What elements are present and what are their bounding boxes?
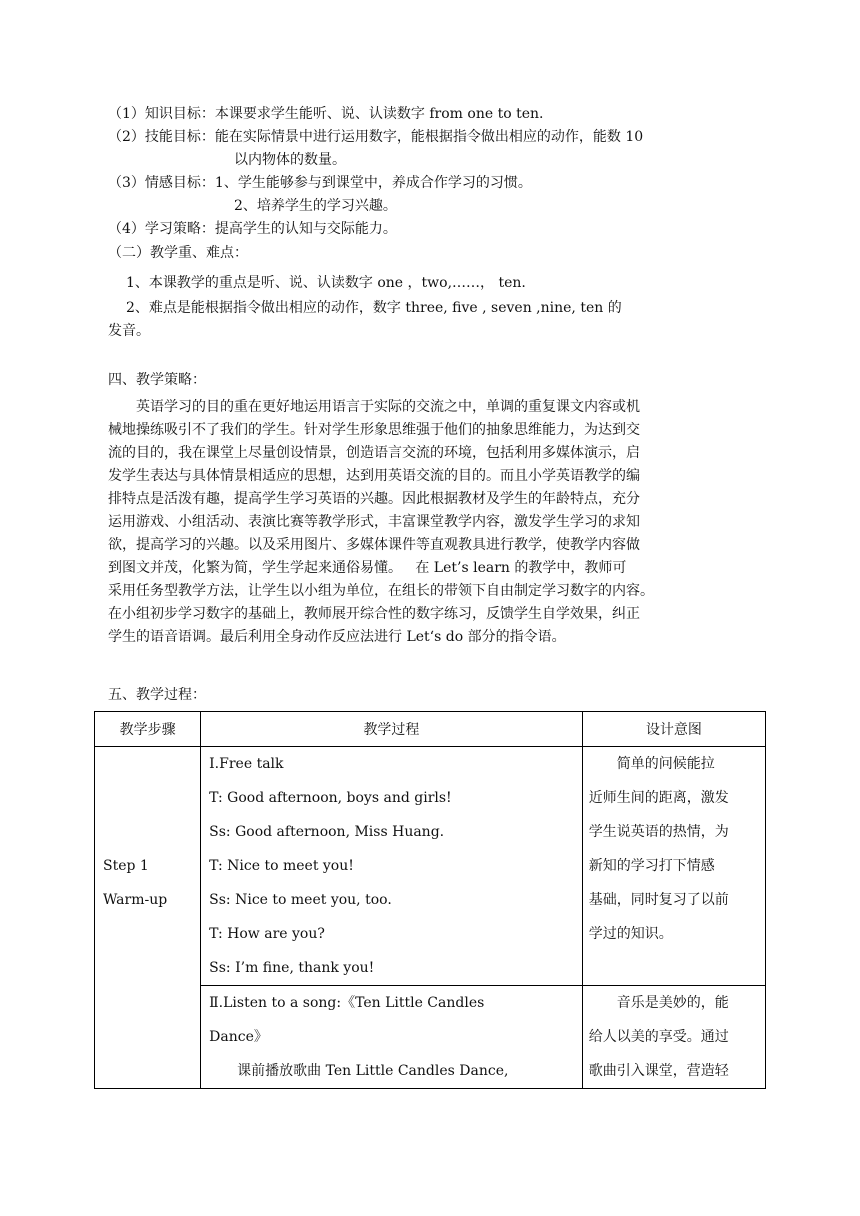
process-line: T: How are you? xyxy=(209,926,325,942)
step-cell xyxy=(95,747,201,1089)
strategy-line: 流的目的，我在课堂上尽量创设情景，创造语言交流的环境，包括利用多媒体演示，启 xyxy=(108,445,640,461)
intent-cell xyxy=(582,747,765,986)
process-table xyxy=(94,711,766,1089)
header-process: 教学过程 xyxy=(201,712,583,747)
objective-3: （3）情感目标：1、学生能够参与到课堂中，养成合作学习的习惯。 xyxy=(108,175,532,191)
process-line: Ss: Good afternoon, Miss Huang. xyxy=(209,824,445,840)
strategy-line: 欲，提高学习的兴趣。以及采用图片、多媒体课件等直观教具进行教学，使教学内容做 xyxy=(108,537,640,553)
process-cell xyxy=(201,986,583,1089)
strategy-line: 排特点是活泼有趣，提高学生学习英语的兴趣。因此根据教材及学生的年龄特点，充分 xyxy=(108,491,640,507)
step-name: Warm-up xyxy=(103,892,168,908)
strategy-line: 械地操练吸引不了我们的学生。针对学生形象思维强于他们的抽象思维能力，为达到交 xyxy=(108,422,640,438)
header-intent: 设计意图 xyxy=(582,712,765,747)
process-heading: 五、教学过程： xyxy=(108,687,206,703)
intent-line: 近师生间的距离，激发 xyxy=(588,790,729,806)
intent-line: 学生说英语的热情，为 xyxy=(588,824,729,840)
process-line: T: Nice to meet you! xyxy=(209,858,354,874)
strategy-heading: 四、教学策略： xyxy=(108,372,206,388)
header-step: 教学步骤 xyxy=(95,712,201,747)
key-point-1: 1、本课教学的重点是听、说、认读数字 one ，two,……， ten. xyxy=(126,275,526,291)
strategy-line: 在小组初步学习数字的基础上，教师展开综合性的数字练习，反馈学生自学效果，纠正 xyxy=(108,606,640,622)
key-point-2: 2、难点是能根据指令做出相应的动作，数字 three, five , seven ,nine, ten 的 xyxy=(126,300,622,316)
process-cell xyxy=(201,747,583,986)
intent-line: 基础，同时复习了以前 xyxy=(588,892,729,908)
objective-1: （1）知识目标：本课要求学生能听、说、认读数字 from one to ten. xyxy=(108,106,544,122)
strategy-line: 运用游戏、小组活动、表演比赛等教学形式，丰富课堂教学内容，激发学生学习的求知 xyxy=(108,514,640,530)
key-points-heading: （二）教学重、难点： xyxy=(108,245,248,261)
intent-line: 歌曲引入课堂，营造轻 xyxy=(588,1063,729,1079)
intent-line: 新知的学习打下情感 xyxy=(588,858,715,874)
process-line: 课前播放歌曲 Ten Little Candles Dance, xyxy=(209,1063,509,1079)
strategy-line: 到图文并茂，化繁为简，学生学起来通俗易懂。 在 Let’s learn 的教学中，教师可 xyxy=(108,560,627,576)
intent-line: 给人以美的享受。通过 xyxy=(588,1029,729,1045)
process-line: Ⅱ.Listen to a song:《Ten Little Candles xyxy=(209,995,485,1011)
strategy-line: 学生的语音语调。最后利用全身动作反应法进行 Let‘s do 部分的指令语。 xyxy=(108,629,566,645)
process-line: Ⅰ.Free talk xyxy=(209,756,284,772)
intent-line: 学过的知识。 xyxy=(588,926,673,942)
strategy-line: 采用任务型教学方法，让学生以小组为单位，在组长的带领下自由制定学习数字的内容。 xyxy=(108,583,654,599)
objective-2-cont: 以内物体的数量。 xyxy=(234,152,346,168)
step-number: Step 1 xyxy=(103,858,149,874)
process-line: Ss: I’m fine, thank you! xyxy=(209,960,375,976)
strategy-line: 英语学习的目的重在更好地运用语言于实际的交流之中，单调的重复课文内容或机 xyxy=(136,399,640,415)
table-row xyxy=(95,747,766,986)
objective-3-cont: 2、培养学生的学习兴趣。 xyxy=(234,198,397,214)
key-point-2-cont: 发音。 xyxy=(108,323,150,339)
table-header-row xyxy=(95,712,766,747)
process-line: T: Good afternoon, boys and girls! xyxy=(209,790,452,806)
process-line: Dance》 xyxy=(209,1029,268,1045)
strategy-line: 发学生表达与具体情景相适应的思想，达到用英语交流的目的。而且小学英语教学的编 xyxy=(108,468,640,484)
objective-4: （4）学习策略：提高学生的认知与交际能力。 xyxy=(108,221,397,237)
intent-line: 简单的问候能拉 xyxy=(588,756,715,772)
intent-cell xyxy=(582,986,765,1089)
intent-line: 音乐是美妙的，能 xyxy=(588,995,729,1011)
objective-2: （2）技能目标：能在实际情景中进行运用数字，能根据指令做出相应的动作，能数 10 xyxy=(108,129,644,145)
process-line: Ss: Nice to meet you, too. xyxy=(209,892,392,908)
